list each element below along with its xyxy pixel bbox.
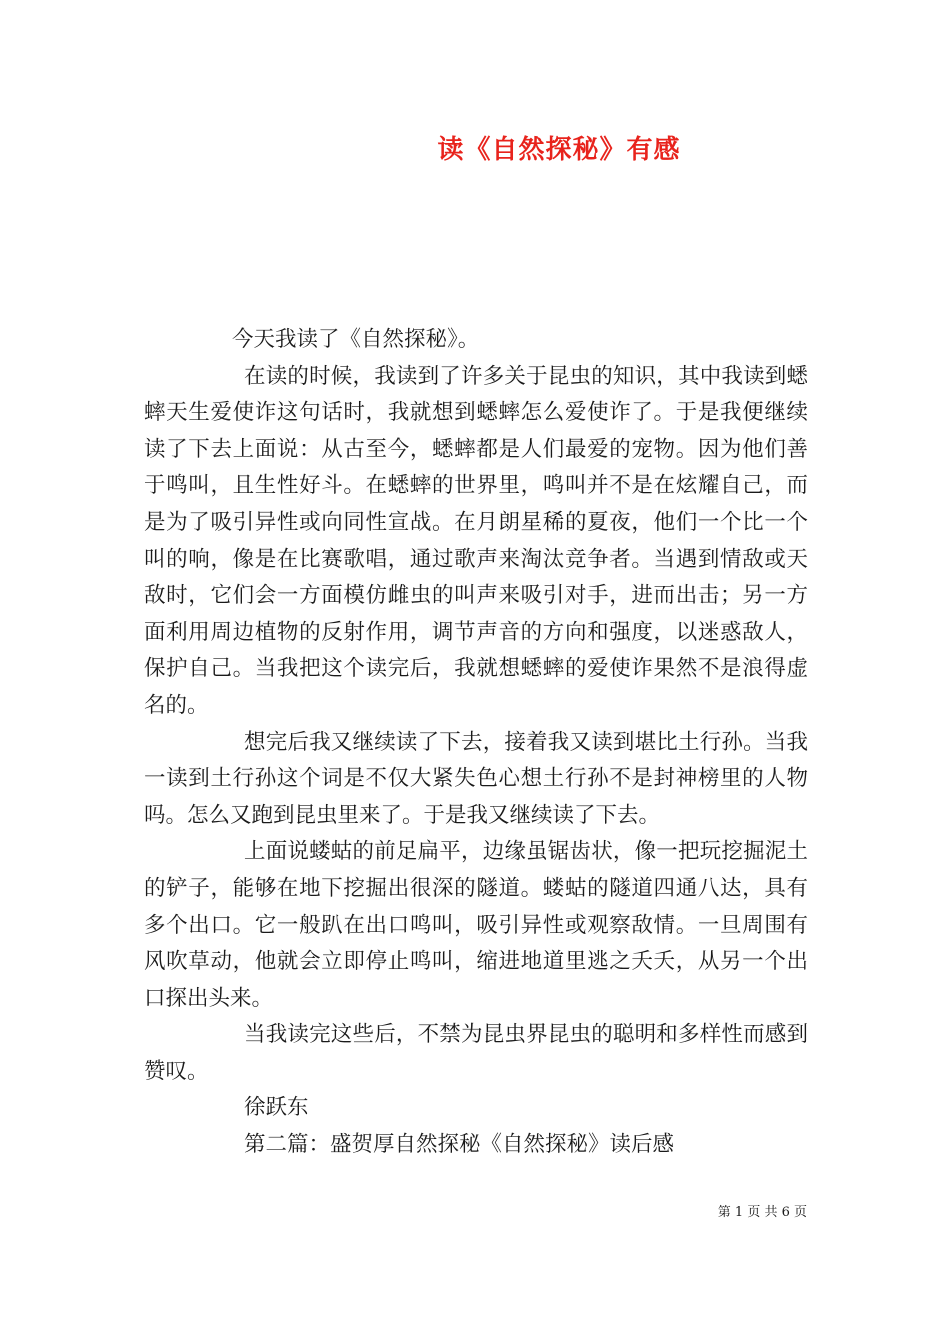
paragraph-tuxingsun: 想完后我又继续读了下去，接着我又读到堪比土行孙。当我一读到土行孙这个词是不仅大紧失色心想土行孙不是封神榜里的人物吗。怎么又跑到昆虫里来了。于是我又继续读了下去。 [144,729,808,828]
paragraph-conclusion: 当我读完这些后，不禁为昆虫界昆虫的聪明和多样性而感到赞叹。 [144,1022,808,1084]
paragraph-mole-cricket: 上面说蝼蛄的前足扁平，边缘虽锯齿状，像一把玩挖掘泥土的铲子，能够在地下挖掘出很深的隧道。蝼蛄的隧道四通八达，具有多个出口。它一般趴在出口鸣叫，吸引异性或观察敌情。一旦周围有风吹草动，他就会立即停止鸣叫，缩进地道里逃之夭夭，从另一个出口探出头来。 [144,839,808,1011]
paragraph-cricket: 在读的时候，我读到了许多关于昆虫的知识，其中我读到蟋蟀天生爱使诈这句话时，我就想到蟋蟀怎么爱使诈了。于是我便继续读了下去上面说：从古至今，蟋蟀都是人们最爱的宠物。因为他们善于鸣叫，且生性好斗。在蟋蟀的世界里，鸣叫并不是在炫耀自己，而是为了吸引异性或向同性宣战。在月朗星稀的夏夜，他们一个比一个叫的响，像是在比赛歌唱，通过歌声来淘汰竞争者。当遇到情敌或天敌时，它们会一方面模仿雌虫的叫声来吸引对手，进而出击；另一方面利用周边植物的反射作用，调节声音的方向和强度，以迷惑敌人，保护自己。当我把这个读完后，我就想蟋蟀的爱使诈果然不是浪得虚名的。 [144,363,808,718]
document-title: 读《自然探秘》有感 [437,135,681,165]
paragraph-intro: 今天我读了《自然探秘》。 [232,327,480,352]
author-name: 徐跃东 [244,1095,309,1121]
page-number: 第 1 页 共 6 页 [717,1205,807,1220]
next-article-heading: 第二篇：盛贺厚自然探秘《自然探秘》读后感 [244,1132,675,1158]
document-body [144,322,808,1164]
